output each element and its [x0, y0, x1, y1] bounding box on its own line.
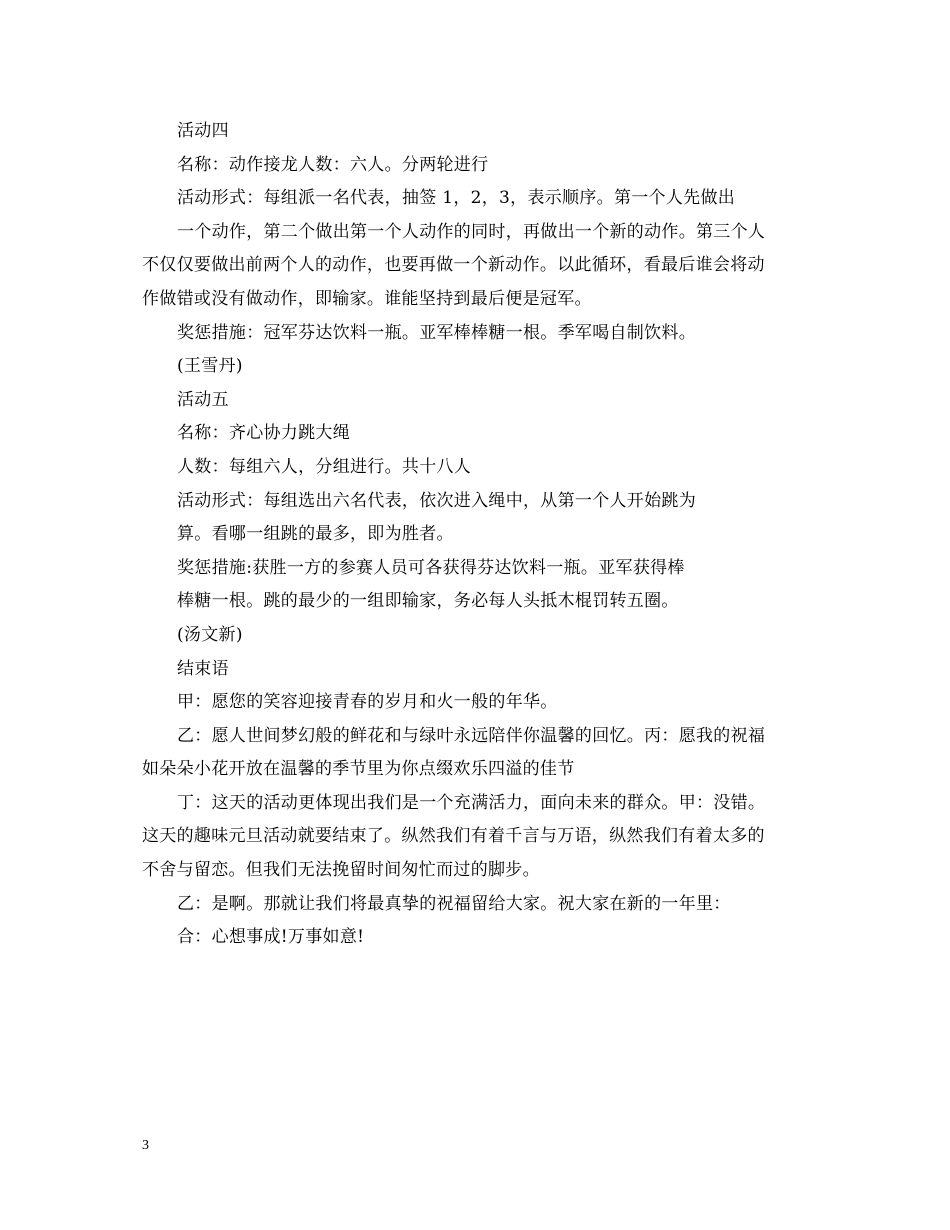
text-line: (汤文新)	[177, 624, 243, 645]
text-line: 奖惩措施:获胜一方的参赛人员可各获得芬达饮料一瓶。亚军获得棒	[177, 557, 685, 578]
text-line: 算。看哪一组跳的最多，即为胜者。	[177, 524, 454, 545]
text-line: 名称：齐心协力跳大绳	[177, 423, 350, 444]
text-line: 名称：动作接龙人数：六人。分两轮进行	[177, 154, 489, 175]
text-line: 人数：每组六人，分组进行。共十八人	[177, 456, 472, 477]
text-line: 一个动作，第二个做出第一个人动作的同时，再做出一个新的动作。第三个人	[177, 221, 766, 242]
text-line: 棒糖一根。跳的最少的一组即输家，务必每人头抵木棍罚转五圈。	[177, 591, 679, 612]
text-line: 乙：是啊。那就让我们将最真挚的祝福留给大家。祝大家在新的一年里：	[177, 893, 731, 914]
text-line: 如朵朵小花开放在温馨的季节里为你点缀欢乐四溢的佳节	[142, 759, 575, 780]
text-line: 活动五	[177, 389, 229, 410]
text-line: 奖惩措施：冠军芬达饮料一瓶。亚军棒棒糖一根。季军喝自制饮料。	[177, 322, 696, 343]
text-line: (王雪丹)	[177, 356, 243, 377]
text-line: 不舍与留恋。但我们无法挽留时间匆忙而过的脚步。	[142, 860, 540, 881]
text-line: 结束语	[177, 658, 229, 679]
text-line: 丁：这天的活动更体现出我们是一个充满活力，面向未来的群众。甲：没错。	[177, 792, 766, 813]
text-line: 作做错或没有做动作，即输家。谁能坚持到最后便是冠军。	[142, 288, 592, 309]
text-line: 活动形式：每组选出六名代表，依次进入绳中，从第一个人开始跳为	[177, 490, 696, 511]
text-line: 合：心想事成!万事如意!	[177, 927, 365, 948]
text-line: 活动形式：每组派一名代表，抽签 1，2，3，表示顺序。第一个人先做出	[177, 188, 736, 209]
text-line: 这天的趣味元旦活动就要结束了。纵然我们有着千言与万语，纵然我们有着太多的	[142, 826, 765, 847]
page-number: 3	[142, 1138, 149, 1153]
text-line: 不仅仅要做出前两个人的动作，也要再做一个新动作。以此循环，看最后谁会将动	[142, 255, 765, 276]
document-body	[142, 115, 812, 955]
text-line: 乙：愿人世间梦幻般的鲜花和与绿叶永远陪伴你温馨的回忆。丙：愿我的祝福	[177, 725, 766, 746]
text-line: 甲：愿您的笑容迎接青春的岁月和火一般的年华。	[177, 692, 558, 713]
text-line: 活动四	[177, 121, 229, 141]
